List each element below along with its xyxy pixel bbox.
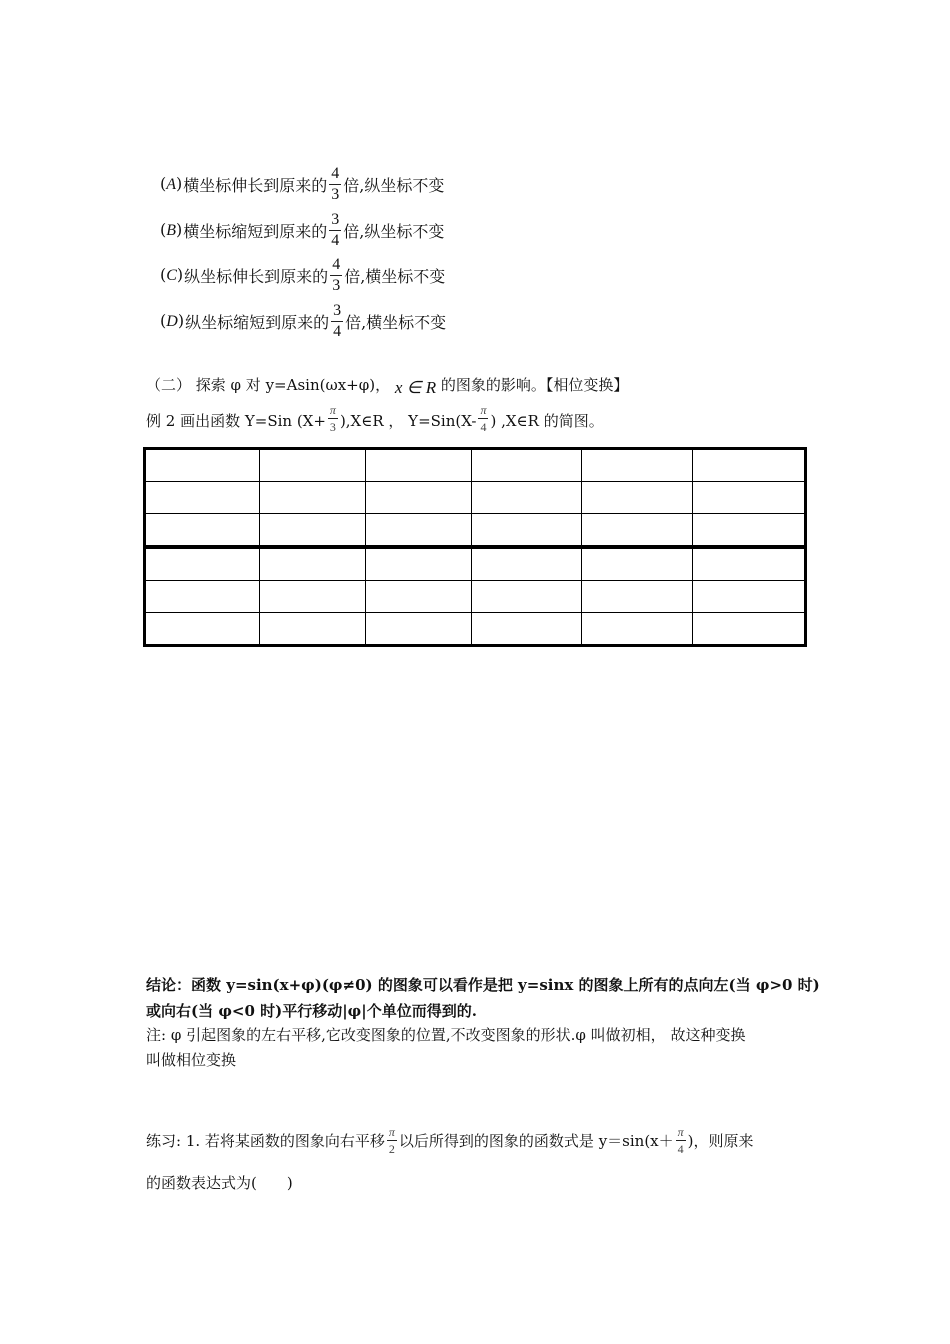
table-cell (145, 613, 260, 646)
table-row (145, 581, 806, 613)
example-frac-2-den: 4 (480, 420, 487, 434)
option-b (160, 208, 444, 252)
table-cell (693, 482, 806, 514)
value-table (143, 447, 807, 647)
table-cell (581, 581, 692, 613)
exercise-frac-2 (676, 1126, 686, 1155)
table-cell (365, 547, 471, 581)
option-fraction-num: 4 (331, 164, 340, 182)
table-cell (260, 449, 366, 482)
table-cell (693, 449, 806, 482)
table-cell (145, 514, 260, 548)
table-cell (260, 514, 366, 548)
table-cell (145, 449, 260, 482)
option-fraction-den: 4 (331, 231, 340, 249)
table-cell (693, 514, 806, 548)
table-cell (581, 449, 692, 482)
exercise-mid: 以后所得到的图象的函数式是 y＝sin(x＋ (398, 1132, 674, 1150)
option-fraction-num: 3 (331, 210, 340, 228)
option-post: 倍,纵坐标不变 (343, 221, 445, 241)
option-post: 倍,纵坐标不变 (343, 175, 445, 195)
table-cell (145, 482, 260, 514)
table-cell (260, 581, 366, 613)
option-fraction-num: 3 (333, 301, 342, 319)
table-row (145, 449, 806, 482)
table-cell (365, 581, 471, 613)
table-cell (693, 581, 806, 613)
example-post: ) ,X∈R 的简图。 (490, 412, 604, 430)
exercise-line-2: 的函数表达式为( ) (146, 1174, 293, 1192)
option-fraction-num: 4 (332, 255, 341, 273)
exercise-frac-2-num: π (677, 1125, 684, 1139)
table-row (145, 482, 806, 514)
table-cell (471, 449, 581, 482)
table-cell (471, 514, 581, 548)
table-cell (471, 581, 581, 613)
option-pre: 纵坐标伸长到原来的 (184, 266, 329, 286)
section-suffix: 的图象的影响。【相位变换】 (440, 376, 629, 394)
table-row (145, 547, 806, 581)
table-cell (471, 482, 581, 514)
option-pre: 横坐标缩短到原来的 (183, 221, 328, 241)
table-cell (471, 613, 581, 646)
table-cell (260, 547, 366, 581)
option-pre: 横坐标伸长到原来的 (183, 175, 328, 195)
option-a (160, 162, 444, 206)
note-line-1: 注: φ 引起图象的左右平移,它改变图象的位置,不改变图象的形状.φ 叫做初相， 故这种变换 (146, 1026, 746, 1044)
exercise-line-1 (146, 1125, 754, 1159)
note-line-2: 叫做相位变换 (146, 1051, 237, 1069)
example-frac-1-num: π (329, 403, 336, 417)
exercise-frac-1-den: 2 (388, 1142, 395, 1156)
table-cell (365, 482, 471, 514)
example-2 (146, 403, 604, 439)
option-label: (A) (160, 174, 183, 193)
example-pre: 例 2 画出函数 Y=Sin (X+ (146, 412, 326, 430)
table-cell (365, 613, 471, 646)
table-cell (145, 581, 260, 613)
table-cell (581, 482, 692, 514)
table-row (145, 613, 806, 646)
table-cell (365, 449, 471, 482)
section-math: x ∈ R (394, 378, 437, 397)
table-cell (260, 482, 366, 514)
table-cell (471, 547, 581, 581)
option-post: 倍,横坐标不变 (344, 266, 446, 286)
option-label: (C) (160, 265, 184, 284)
option-label: (B) (160, 220, 183, 239)
example-frac-2 (478, 404, 488, 433)
table-cell (581, 514, 692, 548)
option-fraction-den: 3 (331, 185, 340, 203)
option-fraction-den: 4 (333, 322, 342, 340)
table-cell (145, 547, 260, 581)
exercise-pre: 练习: 1. 若将某函数的图象向右平移 (146, 1132, 385, 1150)
option-fraction-den: 3 (332, 276, 341, 294)
option-d (160, 299, 446, 343)
section-prefix: （二） 探索 φ 对 y=Asin(ωx+φ)， (146, 376, 391, 394)
option-fraction (329, 166, 341, 203)
table-cell (260, 613, 366, 646)
exercise-frac-1 (387, 1126, 397, 1155)
option-fraction (330, 257, 342, 294)
table-row (145, 514, 806, 548)
option-label: (D) (160, 311, 185, 330)
table-cell (581, 547, 692, 581)
table-cell (693, 613, 806, 646)
example-frac-1-den: 3 (329, 420, 336, 434)
example-mid: ),X∈R ， Y=Sin(X- (339, 412, 477, 430)
exercise-post: )，则原来 (687, 1132, 754, 1150)
conclusion-line-1: 结论：函数 y=sin(x+φ)(φ≠0) 的图象可以看作是把 y=sinx 的图象上所有的点向左(当 φ>0 时) (146, 976, 820, 994)
table-cell (581, 613, 692, 646)
example-frac-1 (328, 404, 338, 433)
conclusion-line-2: 或向右(当 φ<0 时)平行移动|φ|个单位而得到的. (146, 1002, 477, 1020)
option-fraction (331, 303, 343, 340)
table-cell (693, 547, 806, 581)
option-post: 倍,横坐标不变 (345, 312, 447, 332)
option-c (160, 253, 445, 297)
exercise-frac-1-num: π (388, 1125, 395, 1139)
option-fraction (329, 212, 341, 249)
option-pre: 纵坐标缩短到原来的 (185, 312, 330, 332)
example-frac-2-num: π (480, 403, 487, 417)
exercise-frac-2-den: 4 (677, 1142, 684, 1156)
section-heading (146, 374, 628, 395)
table-cell (365, 514, 471, 548)
